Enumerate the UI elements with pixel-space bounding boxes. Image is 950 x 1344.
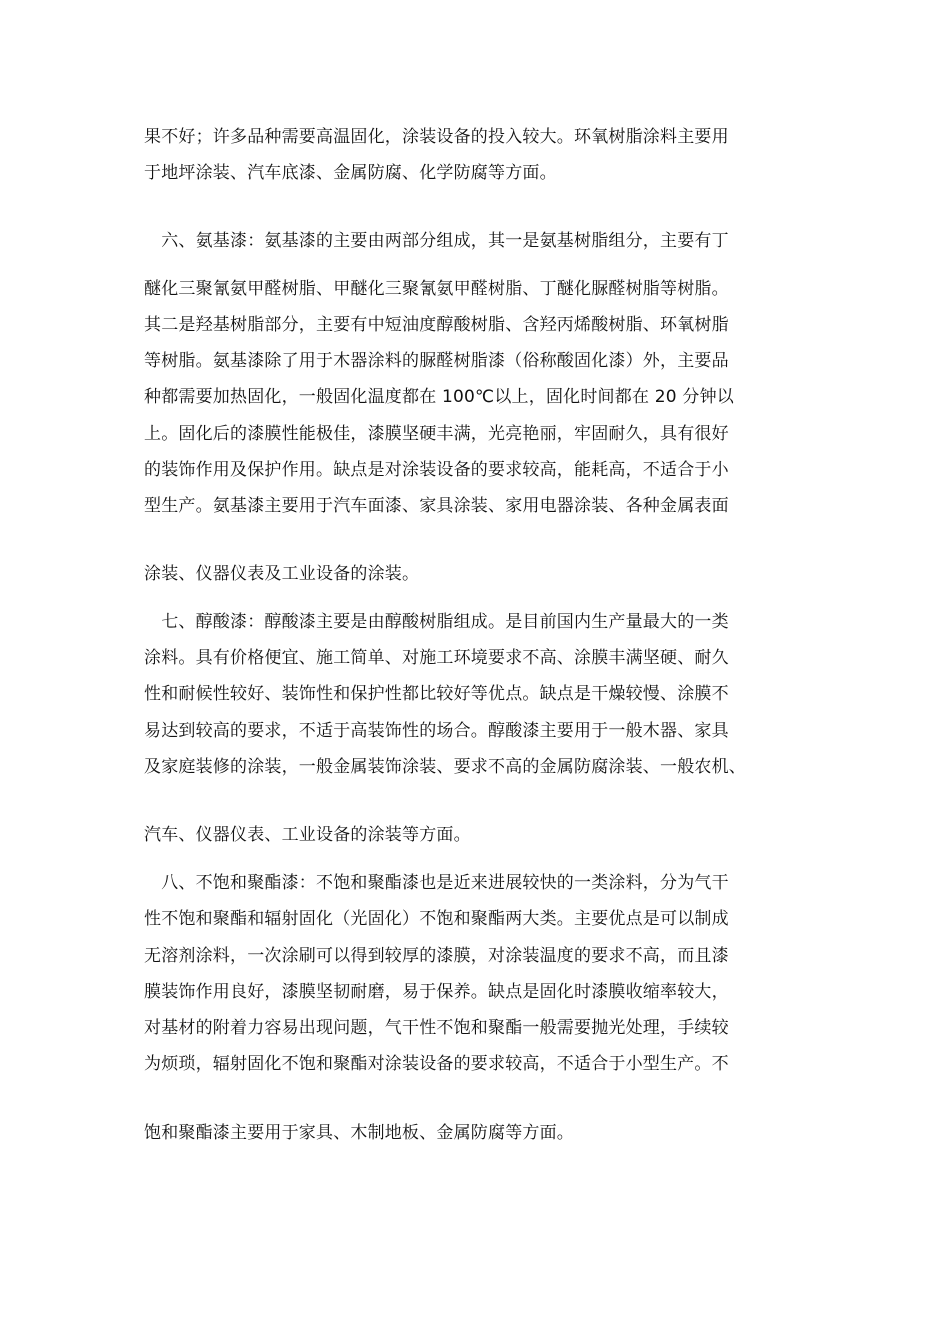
text-line: 涂料。具有价格便宜、施工简单、对施工环境要求不高、涂膜丰满坚硬、耐久 (144, 648, 729, 668)
text-line: 及家庭装修的涂装，一般金属装饰涂装、要求不高的金属防腐涂装、一般农机、 (144, 757, 746, 777)
text-line: 无溶剂涂料，一次涂刷可以得到较厚的漆膜，对涂装温度的要求不高，而且漆 (144, 946, 729, 966)
text-line: 易达到较高的要求，不适于高装饰性的场合。醇酸漆主要用于一般木器、家具 (144, 721, 729, 741)
text-line: 性和耐候性较好、装饰性和保护性都比较好等优点。缺点是干燥较慢、涂膜不 (144, 684, 729, 704)
text-line: 七、醇酸漆：醇酸漆主要是由醇酸树脂组成。是目前国内生产量最大的一类 (144, 612, 729, 632)
text-line: 八、不饱和聚酯漆：不饱和聚酯漆也是近来进展较快的一类涂料，分为气干 (144, 873, 729, 893)
text-line: 型生产。氨基漆主要用于汽车面漆、家具涂装、家用电器涂装、各种金属表面 (144, 496, 729, 516)
text-line: 性不饱和聚酯和辐射固化（光固化）不饱和聚酯两大类。主要优点是可以制成 (144, 909, 729, 929)
text-line: 种都需要加热固化，一般固化温度都在 100℃以上，固化时间都在 20 分钟以 (144, 387, 734, 407)
text-line: 饱和聚酯漆主要用于家具、木制地板、金属防腐等方面。 (144, 1123, 574, 1143)
text-line: 上。固化后的漆膜性能极佳，漆膜坚硬丰满，光亮艳丽，牢固耐久，具有很好 (144, 424, 729, 444)
text-line: 醚化三聚氰氨甲醛树脂、甲醚化三聚氰氨甲醛树脂、丁醚化脲醛树脂等树脂。 (144, 279, 729, 299)
text-line: 其二是羟基树脂部分，主要有中短油度醇酸树脂、含羟丙烯酸树脂、环氧树脂 (144, 315, 729, 335)
text-line: 六、氨基漆：氨基漆的主要由两部分组成，其一是氨基树脂组分，主要有丁 (144, 231, 729, 251)
text-line: 涂装、仪器仪表及工业设备的涂装。 (144, 564, 420, 584)
text-line: 于地坪涂装、汽车底漆、金属防腐、化学防腐等方面。 (144, 163, 557, 183)
text-line: 为烦琐，辐射固化不饱和聚酯对涂装设备的要求较高，不适合于小型生产。不 (144, 1054, 729, 1074)
text-line: 对基材的附着力容易出现问题，气干性不饱和聚酯一般需要抛光处理，手续较 (144, 1018, 729, 1038)
text-line: 膜装饰作用良好，漆膜坚韧耐磨，易于保养。缺点是固化时漆膜收缩率较大， (144, 982, 729, 1002)
text-line: 汽车、仪器仪表、工业设备的涂装等方面。 (144, 825, 471, 845)
text-line: 的装饰作用及保护作用。缺点是对涂装设备的要求较高，能耗高，不适合于小 (144, 460, 729, 480)
text-line: 等树脂。氨基漆除了用于木器涂料的脲醛树脂漆（俗称酸固化漆）外，主要品 (144, 351, 729, 371)
text-line: 果不好；许多品种需要高温固化，涂装设备的投入较大。环氧树脂涂料主要用 (144, 127, 729, 147)
